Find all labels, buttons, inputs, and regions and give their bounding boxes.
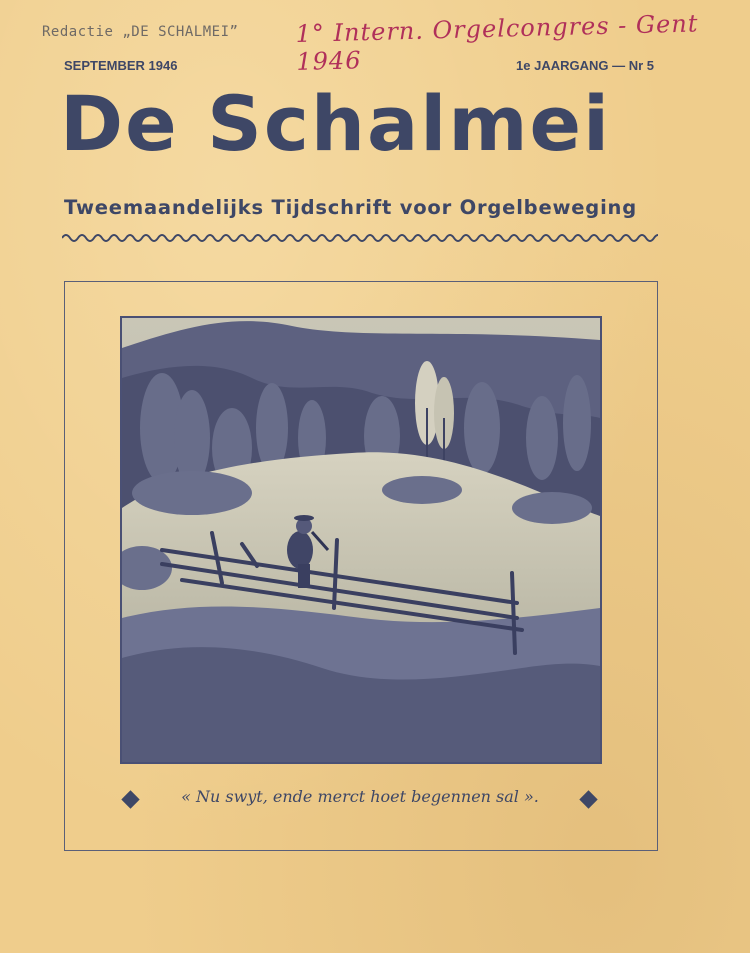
handwritten-annotation: 1° Intern. Orgelcongres - Gent 1946 [295, 9, 699, 76]
issue-number: 1e JAARGANG — Nr 5 [516, 58, 654, 73]
magazine-subtitle: Tweemaandelijks Tijdschrift voor Orgelbeweging [64, 196, 637, 219]
issue-date: SEPTEMBER 1946 [64, 58, 178, 73]
editorial-stamp: Redactie „DE SCHALMEI” [42, 24, 239, 40]
cover-motto: « Nu swyt, ende merct hoet begennen sal ». [181, 787, 539, 806]
magazine-title: De Schalmei [60, 79, 612, 168]
cover-illustration [120, 316, 602, 764]
motto-row [64, 785, 656, 815]
wavy-divider [62, 232, 658, 244]
